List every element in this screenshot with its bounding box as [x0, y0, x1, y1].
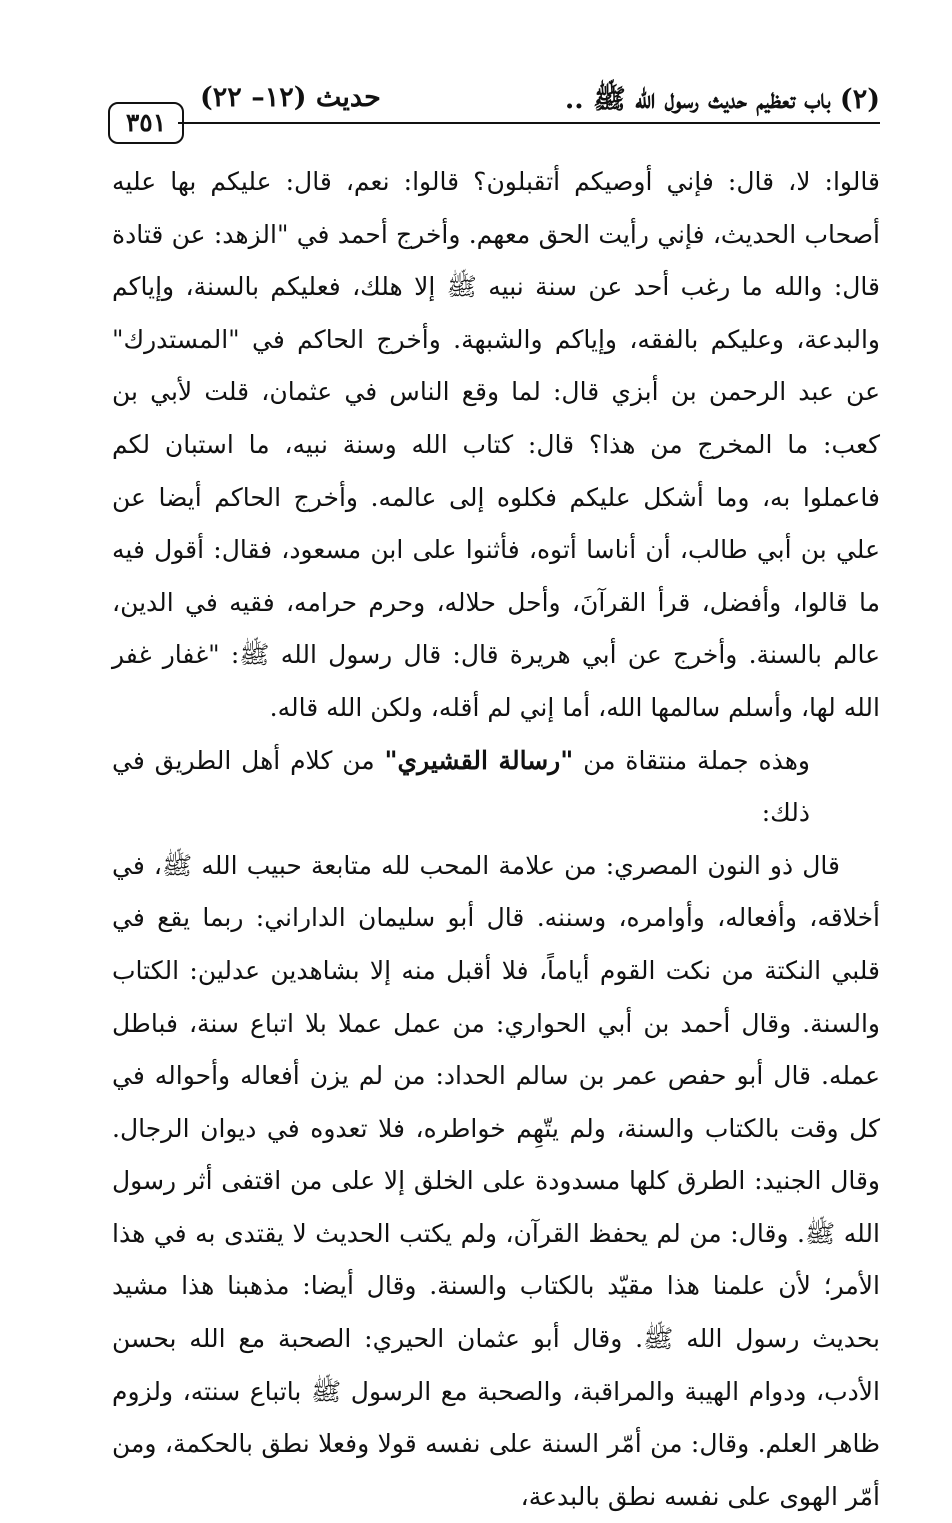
intro-book-title: "رسالة القشيري": [384, 745, 574, 775]
paragraph-intro: [112, 735, 880, 840]
paragraph-hadith-reports: قالوا: لا، قال: فإني أوصيكم أتقبلون؟ قالوا: نعم، قال: عليكم بها عليه أصحاب الحديث، فإني رأيت الحق معهم. وأخرج أحمد في "الزهد: عن قتادة قال: والله ما رغب أحد عن سنة نبيه ﷺ إلا هلك، فعليكم بالسنة، وإياكم والبدعة، وعليكم بالفقه، وإياكم والشبهة. وأخرج الحاكم في "المستدرك" عن عبد الرحمن بن أبزي قال: لما وقع الناس في عثمان، قلت لأبي بن كعب: ما المخرج من هذا؟ قال: كتاب الله وسنة نبيه، ما استبان لكم فاعملوا به، وما أشكل عليكم فكلوه إلى عالمه. وأخرج الحاكم أيضا عن علي بن أبي طالب، أن أناسا أتوه، فأثنوا على ابن مسعود، فقال: أقول فيه ما قالوا، وأفضل، قرأ القرآنَ، وأحل حلاله، وحرم حرامه، فقيه في الدين، عالم بالسنة. وأخرج عن أبي هريرة قال: قال رسول الله ﷺ: "غفار غفر الله لها، وأسلم سالمها الله، أما إني لم أقله، ولكن الله قاله.: [112, 167, 880, 722]
intro-before: وهذه جملة منتقاة من: [573, 745, 810, 775]
hadith-range: حديث (١٢– ٢٢): [200, 82, 381, 113]
chapter-title: (٢) باب تعظيم حديث رسول الله ﷺ ..: [564, 84, 880, 115]
page-number: ٣٥١: [108, 102, 184, 144]
header-rule: [178, 122, 880, 124]
paragraph-sufi-sayings: قال ذو النون المصري: من علامة المحب لله متابعة حبيب الله ﷺ، في أخلاقه، وأفعاله، وأوامره، وسننه. قال أبو سليمان الداراني: ربما يقع في قلبي النكتة من نكت القوم أياماً، فلا أقبل منه إلا بشاهدين عدلين: الكتاب والسنة. وقال أحمد بن أبي الحواري: من عمل عملا بلا اتباع سنة، فباطل عمله. قال أبو حفص عمر بن سالم الحداد: من لم يزن أفعاله وأحواله في كل وقت بالكتاب والسنة، ولم يتّهِم خواطره، فلا تعدوه في ديوان الرجال. وقال الجنيد: الطرق كلها مسدودة على الخلق إلا على من اقتفى أثر رسول الله ﷺ. وقال: من لم يحفظ القرآن، ولم يكتب الحديث لا يقتدى به في هذا الأمر؛ لأن علمنا هذا مقيّد بالكتاب والسنة. وقال أيضا: مذهبنا هذا مشيد بحديث رسول الله ﷺ. وقال أبو عثمان الحيري: الصحبة مع الله بحسن الأدب، ودوام الهيبة والمراقبة، والصحبة مع الرسول ﷺ باتباع سنته، ولزوم ظاهر العلم. وقال: من أمّر السنة على نفسه قولا وفعلا نطق بالحكمة، ومن أمّر الهوى على نفسه نطق بالبدعة،: [112, 850, 880, 1511]
intro-after: من كلام أهل الطريق في ذلك:: [112, 745, 810, 828]
main-text: [112, 156, 880, 1523]
